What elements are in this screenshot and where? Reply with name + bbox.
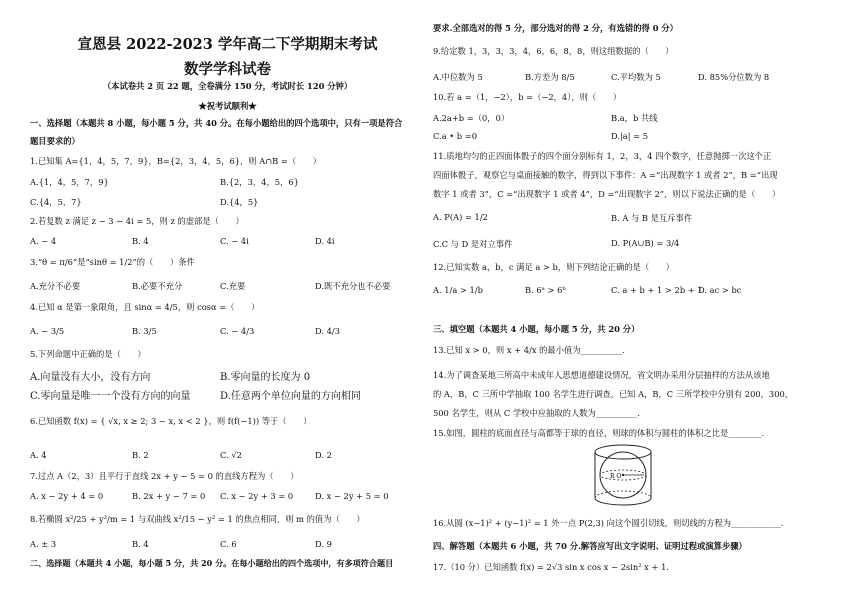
q11-stem-line3: 数字 1 或者 3”，C =“出现数字 1 或者 4”，D =“出现数字 2”，则以下说法正确的是（ ） — [433, 189, 781, 199]
q11-option-c: C.C 与 D 是对立事件 — [433, 239, 513, 249]
q6-option-d: D. 2 — [315, 450, 332, 460]
q3-stem: 3.“θ = π/6”是“sinθ = 1/2”的（ ）条件 — [30, 257, 195, 267]
q1-option-c: C.{4，5，7} — [30, 197, 82, 207]
q5-option-a: A.向量没有大小，没有方向 — [30, 372, 151, 383]
q14-stem-line1: 14.为了调查某地三所高中未成年人思想道德建设情况，省文明办采用分层抽样的方法从该地 — [433, 370, 770, 380]
q10-option-c: C.a • b =0 — [433, 131, 477, 141]
section1-heading: 一、选择题（本题共 8 小题，每小题 5 分，共 40 分。在每小题给出的四个选项中，只有一项是符合 — [30, 118, 403, 128]
q11-option-b: B. A 与 B 是互斥事件 — [611, 213, 693, 223]
q1-stem: 1.已知集 A={1，4，5，7，9}，B={2，3，4，5，6}，则 A∩B =（ ） — [30, 156, 322, 166]
q2-option-b: B. 4 — [132, 236, 149, 246]
q5-option-c: C.零向量是唯一一个没有方向的向量 — [30, 391, 191, 402]
q12-option-b: B. 6ᵃ > 6ᵇ — [525, 285, 566, 295]
q8-option-c: C. 6 — [220, 539, 237, 549]
q7-option-d: D. x − 2y + 5 = 0 — [315, 491, 389, 501]
q1-option-a: A.{1，4，5，7，9} — [30, 177, 109, 187]
q5-option-d: D.任意两个单位向量的方向相同 — [220, 391, 361, 402]
q17-stem: 17.（10 分）已知函数 f(x) = 2√3 sin x cos x − 2sin² x + 1. — [433, 562, 670, 572]
q9-stem: 9.给定数 1，3，3，3，4，6，6，8，8，则这组数据的（ ） — [433, 46, 674, 56]
q13-stem: 13.已知 x > 0，则 x + 4/x 的最小值为__________. — [433, 345, 625, 355]
exam-wish: ★祝考试顺利★ — [198, 101, 257, 111]
section2-heading-cont: 要求.全部选对的得 5 分，部分选对的得 2 分，有选错的得 0 分） — [433, 23, 678, 33]
q2-option-d: D. 4i — [315, 236, 335, 246]
section2-heading: 二、选择题（本题共 4 小题，每小题 5 分，共 20 分。在每小题给出的四个选项中，有多项符合题目 — [30, 558, 394, 568]
q2-stem: 2.若复数 z 满足 z − 3 − 4i = 5，则 z 的虚部是（ ） — [30, 216, 244, 226]
q10-option-b: B.a，b 共线 — [611, 113, 658, 123]
left-column — [30, 0, 425, 608]
q3-option-d: D.既不充分也不必要 — [315, 281, 391, 291]
q3-option-c: C.充要 — [220, 281, 246, 291]
q6-option-a: A. 4 — [30, 450, 47, 460]
q2-option-a: A. − 4 — [30, 236, 57, 246]
q3-option-b: B.必要不充分 — [132, 281, 183, 291]
q1-option-d: D.{4，5} — [220, 197, 259, 207]
cylinder-sphere-figure — [588, 442, 658, 510]
q8-option-d: D. 9 — [315, 539, 332, 549]
q8-option-a: A. ± 3 — [30, 539, 57, 549]
q4-option-a: A. − 3/5 — [30, 326, 65, 336]
figure-center-label: R O — [610, 473, 622, 480]
q7-option-c: C. x − 2y + 3 = 0 — [220, 491, 294, 501]
q8-option-b: B. 4 — [132, 539, 149, 549]
q7-option-b: B. 2x + y − 7 = 0 — [132, 491, 206, 501]
q12-option-d: D. ac > bc — [698, 285, 742, 295]
q8-stem: 8.若椭圆 x²/25 + y²/m = 1 与双曲线 x²/15 − y² = 1 的焦点相同，则 m 的值为（ ） — [30, 514, 365, 524]
section3-heading: 三、填空题（本题共 4 小题，每小题 5 分，共 20 分） — [433, 324, 640, 334]
q11-option-a: A. P(A) = 1/2 — [433, 212, 488, 222]
q11-stem-line2: 四面体骰子，观察它与桌面接触的数字，得到以下事件：A =“出现数字 1 或者 2”，B =“出现 — [433, 170, 778, 180]
right-column — [433, 0, 828, 608]
section1-heading-cont: 题目要求的） — [30, 136, 80, 146]
q12-option-c: C. a + b + 1 > 2b + 1 — [611, 285, 703, 295]
q10-option-a: A.2a+b =（0，0） — [433, 113, 510, 123]
q6-stem: 6.已知函数 f(x) = { √x, x ≥ 2; 3 − x, x < 2 }，则 f(f(−1)) 等于（ ） — [30, 416, 312, 426]
exam-note: （本试卷共 2 页 22 题，全卷满分 150 分，考试时长 120 分钟） — [102, 81, 353, 91]
q1-option-b: B.{2，3，4，5，6} — [220, 177, 299, 187]
q14-stem-line2: 的 A，B，C 三所中学抽取 100 名学生进行调查，已知 A，B，C 三所学校中分别有 200，300， — [433, 389, 794, 399]
q4-stem: 4.已知 α 是第一象限角，且 sinα = 4/5，则 cosα =（ ） — [30, 302, 260, 312]
q7-stem: 7.过点 A（2，3）且平行于直线 2x + y − 5 = 0 的直线方程为（ ） — [30, 471, 299, 481]
exam-subtitle: 数学学科试卷 — [184, 61, 271, 78]
q9-option-c: C.平均数为 5 — [611, 72, 661, 82]
q11-stem-line1: 11.质地均匀的正四面体骰子的四个面分别标有 1，2，3，4 四个数字，任意抛掷一次这个正 — [433, 151, 772, 161]
q12-stem: 12.已知实数 a，b，c 满足 a > b，则下列结论正确的是（ ） — [433, 262, 675, 272]
q10-option-d: D.|a| = 5 — [611, 131, 649, 141]
q6-option-b: B. 2 — [132, 450, 149, 460]
q4-option-b: B. 3/5 — [132, 326, 157, 336]
exam-title: 宣恩县 2022-2023 学年高二下学期期末考试 — [77, 36, 378, 53]
q5-stem: 5.下列命题中正确的是（ ） — [30, 349, 146, 359]
q6-option-c: C. √2 — [220, 450, 242, 460]
q9-option-d: D. 85%分位数为 8 — [698, 72, 770, 82]
q5-option-b: B.零向量的长度为 0 — [220, 372, 311, 383]
q4-option-d: D. 4/3 — [315, 326, 340, 336]
q7-option-a: A. x − 2y + 4 = 0 — [30, 491, 104, 501]
q3-option-a: A.充分不必要 — [30, 281, 81, 291]
q14-stem-line3: 500 名学生，则从 C 学校中应抽取的人数为__________. — [433, 408, 640, 418]
q9-option-b: B.方差为 8/5 — [525, 72, 575, 82]
q16-stem: 16.从圆 (x−1)² + (y−1)² = 1 外一点 P(2,3) 向这个圆引切线，则切线的方程为____________. — [433, 518, 784, 528]
q15-stem: 15.如图，圆柱的底面直径与高都等于球的直径，则球的体积与圆柱的体积之比是________. — [433, 428, 765, 438]
q9-option-a: A.中位数为 5 — [433, 72, 483, 82]
q11-option-d: D. P(A∪B) = 3/4 — [611, 238, 680, 248]
q2-option-c: C. − 4i — [220, 236, 249, 246]
q4-option-c: C. − 4/3 — [220, 326, 255, 336]
q12-option-a: A. 1/a > 1/b — [433, 285, 483, 295]
q10-stem: 10.若 a =（1，−2），b =（−2，4），则（ ） — [433, 92, 622, 102]
section4-heading: 四、解答题（本题共 6 小题，共 70 分.解答应写出文字说明、证明过程或演算步骤） — [433, 541, 747, 551]
